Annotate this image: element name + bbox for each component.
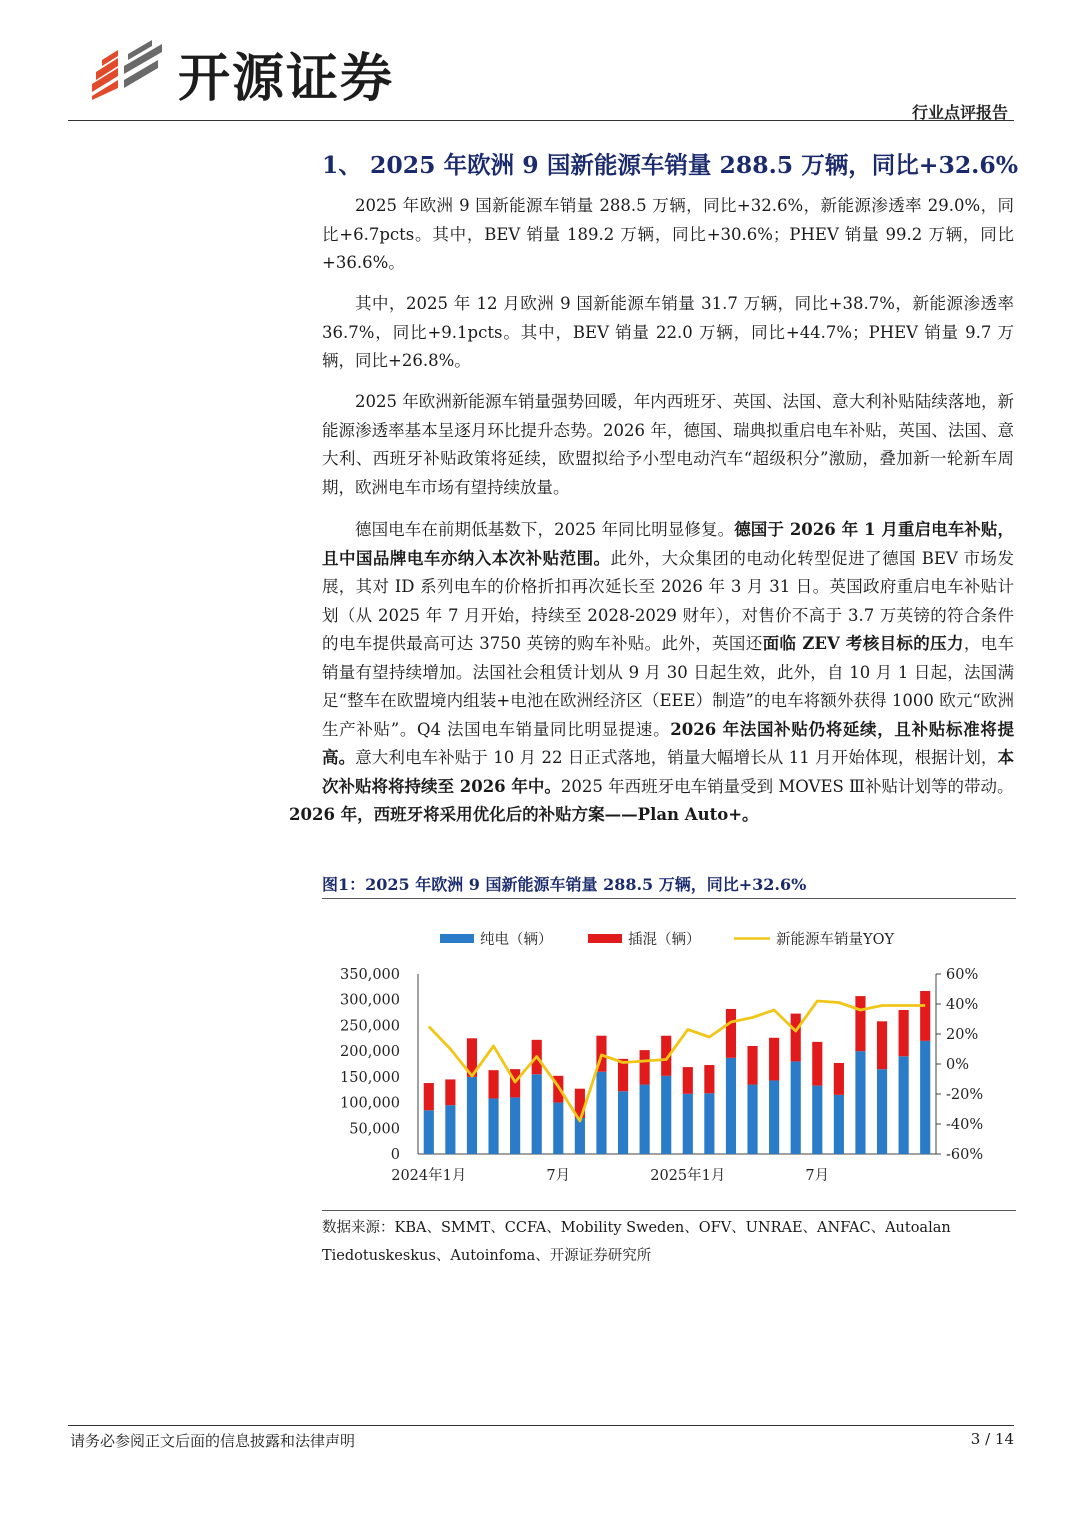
legend-label: 新能源车销量YOY xyxy=(776,932,895,948)
bar-bev xyxy=(618,1091,628,1154)
x-tick-label: 2025年1月 xyxy=(650,1168,726,1184)
bar-bev xyxy=(747,1085,757,1154)
bar-phev xyxy=(812,1042,822,1086)
y-right-tick-label: 0% xyxy=(946,1057,970,1073)
bar-bev xyxy=(640,1085,650,1154)
bar-phev xyxy=(640,1050,650,1084)
paragraph-annual-sales: 2025 年欧洲 9 国新能源车销量 288.5 万辆，同比+32.6%，新能源渗透率 29.0%，同比+6.7pcts。其中，BEV 销量 189.2 万辆，同比+30.6%；PHEV 销量 99.2 万辆，同比+36.6%。 xyxy=(322,196,1014,272)
chart-canvas xyxy=(322,918,1016,1208)
section-title: 1、 2025 年欧洲 9 国新能源车销量 288.5 万辆，同比+32.6% xyxy=(322,151,1019,179)
bar-phev xyxy=(488,1070,498,1098)
bar-bev xyxy=(834,1095,844,1154)
x-tick-label: 2024年1月 xyxy=(391,1168,467,1184)
bar-bev xyxy=(683,1094,693,1154)
text-run: 2025 年西班牙电车销量受到 MOVES Ⅲ补贴计划等的带动。 xyxy=(560,776,1014,796)
bar-bev xyxy=(575,1118,585,1154)
bar-bev xyxy=(877,1069,887,1154)
x-tick-label: 7月 xyxy=(546,1168,571,1184)
footer-divider xyxy=(68,1425,1014,1426)
bar-phev xyxy=(747,1046,757,1085)
bar-phev xyxy=(877,1021,887,1069)
bar-bev xyxy=(596,1072,606,1154)
bold-run: 德国于 2026 年 1 月重启电车补贴，且中国品牌电车亦纳入本次补贴范围。 xyxy=(322,520,1014,568)
bold-run: 2026 年，西班牙将采用优化后的补贴方案——Plan Auto+。 xyxy=(289,805,759,824)
page-number: 3 / 14 xyxy=(970,1430,1014,1448)
bar-bev xyxy=(467,1077,477,1154)
y-right-tick-label: 40% xyxy=(946,997,979,1013)
bar-bev xyxy=(855,1051,865,1154)
bold-run: 本次补贴将将持续至 2026 年中。 xyxy=(322,748,1015,796)
bar-phev xyxy=(791,1014,801,1062)
nev-sales-chart xyxy=(322,918,1016,1208)
header-divider xyxy=(68,120,1014,121)
figure-divider-bottom xyxy=(322,1210,1016,1211)
bar-bev xyxy=(920,1041,930,1154)
bar-bev xyxy=(553,1103,563,1154)
y-left-tick-label: 300,000 xyxy=(340,992,400,1009)
y-left-tick-label: 250,000 xyxy=(340,1018,400,1035)
figure-divider-top xyxy=(322,898,1016,899)
text-run: ，电车销量有望持续增加。法国社会租赁计划从 9 月 30 日起生效，此外，自 10 月 1 日起，法国满足“整车在欧盟境内组装+电池在欧洲经济区（EEE）制造”的电车将额外获得 1000 欧元“欧洲生产补贴”。Q4 法国电车销量同比明显提速。 xyxy=(322,634,1015,739)
bar-bev xyxy=(812,1086,822,1154)
text-run: 此外，大众集团的电动化转型促进了德国 BEV 市场发展，其对 ID 系列电车的价格折扣再次延长至 2026 年 3 月 31 日。英国政府重启电车补贴计划（从 2025 年 7 月开始，持续至 2028-2029 财年），对售价不高于 3.7 万英镑的符合条件的电车提供最高可达 3750 英镑的购车补贴。此外，英国还 xyxy=(322,548,1014,653)
paragraph-december-sales: 其中，2025 年 12 月欧洲 9 国新能源车销量 31.7 万辆，同比+38.7%，新能源渗透率 36.7%，同比+9.1pcts。其中，BEV 销量 22.0 万辆，同比+44.7%；PHEV 销量 9.7 万辆，同比+26.8%。 xyxy=(322,294,1014,370)
bold-run: 2026 年法国补贴仍将延续，且补贴标准将提高。 xyxy=(322,719,1014,767)
figure-title: 图1：2025 年欧洲 9 国新能源车销量 288.5 万辆，同比+32.6% xyxy=(322,875,807,894)
report-type-label: 行业点评报告 xyxy=(911,103,1008,122)
bar-bev xyxy=(510,1097,520,1154)
y-left-tick-label: 50,000 xyxy=(349,1121,400,1138)
bar-phev xyxy=(704,1065,714,1093)
bar-phev xyxy=(920,991,930,1041)
bar-bev xyxy=(769,1080,779,1154)
bar-phev xyxy=(899,1010,909,1056)
bar-bev xyxy=(791,1061,801,1154)
legend-label: 纯电（辆） xyxy=(480,932,553,948)
bar-bev xyxy=(488,1098,498,1154)
text-run: 意大利电车补贴于 10 月 22 日正式落地，销量大幅增长从 11 月开始体现，根据计划， xyxy=(355,748,998,767)
yoy-line xyxy=(429,1001,925,1121)
bar-bev xyxy=(899,1056,909,1154)
footer-disclaimer: 请务必参阅正文后面的信息披露和法律声明 xyxy=(70,1432,356,1450)
legend-label: 插混（辆） xyxy=(628,932,701,948)
bar-phev xyxy=(834,1063,844,1095)
y-right-tick-label: -20% xyxy=(946,1087,984,1103)
text-run: 德国电车在前期低基数下，2025 年同比明显修复。 xyxy=(355,520,735,539)
figure-source: 数据来源：KBA、SMMT、CCFA、Mobility Sweden、OFV、UNRAE、ANFAC、Autoalan Tiedotuskeskus、Autoinfoma、开源证券研究所 xyxy=(322,1220,951,1264)
y-left-tick-label: 150,000 xyxy=(340,1069,400,1086)
paragraph-market-outlook: 2025 年欧洲新能源车销量强势回暖，年内西班牙、英国、法国、意大利补贴陆续落地，新能源渗透率基本呈逐月环比提升态势。2026 年，德国、瑞典拟重启电车补贴，英国、法国、意大利、西班牙补贴政策将延续，欧盟拟给予小型电动汽车“超级积分”激励，叠加新一轮新车周期，欧洲电车市场有望持续放量。 xyxy=(322,392,1014,497)
y-right-tick-label: 20% xyxy=(946,1027,979,1043)
y-left-tick-label: 200,000 xyxy=(340,1044,400,1061)
bar-phev xyxy=(769,1038,779,1081)
legend-swatch xyxy=(588,934,622,943)
bar-bev xyxy=(445,1105,455,1154)
bar-bev xyxy=(532,1074,542,1154)
bar-bev xyxy=(726,1058,736,1154)
legend-swatch xyxy=(440,934,474,943)
x-tick-label: 7月 xyxy=(805,1168,830,1184)
paragraph-country-policies xyxy=(289,516,1015,830)
bar-phev xyxy=(445,1079,455,1105)
bar-bev xyxy=(424,1110,434,1154)
y-left-tick-label: 350,000 xyxy=(340,967,400,983)
y-left-tick-label: 100,000 xyxy=(340,1095,400,1112)
y-left-tick-label: 0 xyxy=(390,1147,400,1163)
bar-bev xyxy=(661,1076,671,1154)
bar-bev xyxy=(704,1093,714,1154)
y-right-tick-label: -40% xyxy=(946,1117,984,1133)
brand-logo-icon xyxy=(88,34,178,100)
bold-run: 面临 ZEV 考核目标的压力 xyxy=(762,634,964,653)
bar-phev xyxy=(424,1083,434,1110)
bar-phev xyxy=(726,1009,736,1058)
brand-name: 开源证券 xyxy=(178,49,395,109)
bar-phev xyxy=(683,1067,693,1094)
bar-phev xyxy=(855,996,865,1051)
y-right-tick-label: -60% xyxy=(946,1147,984,1163)
y-right-tick-label: 60% xyxy=(946,967,979,983)
